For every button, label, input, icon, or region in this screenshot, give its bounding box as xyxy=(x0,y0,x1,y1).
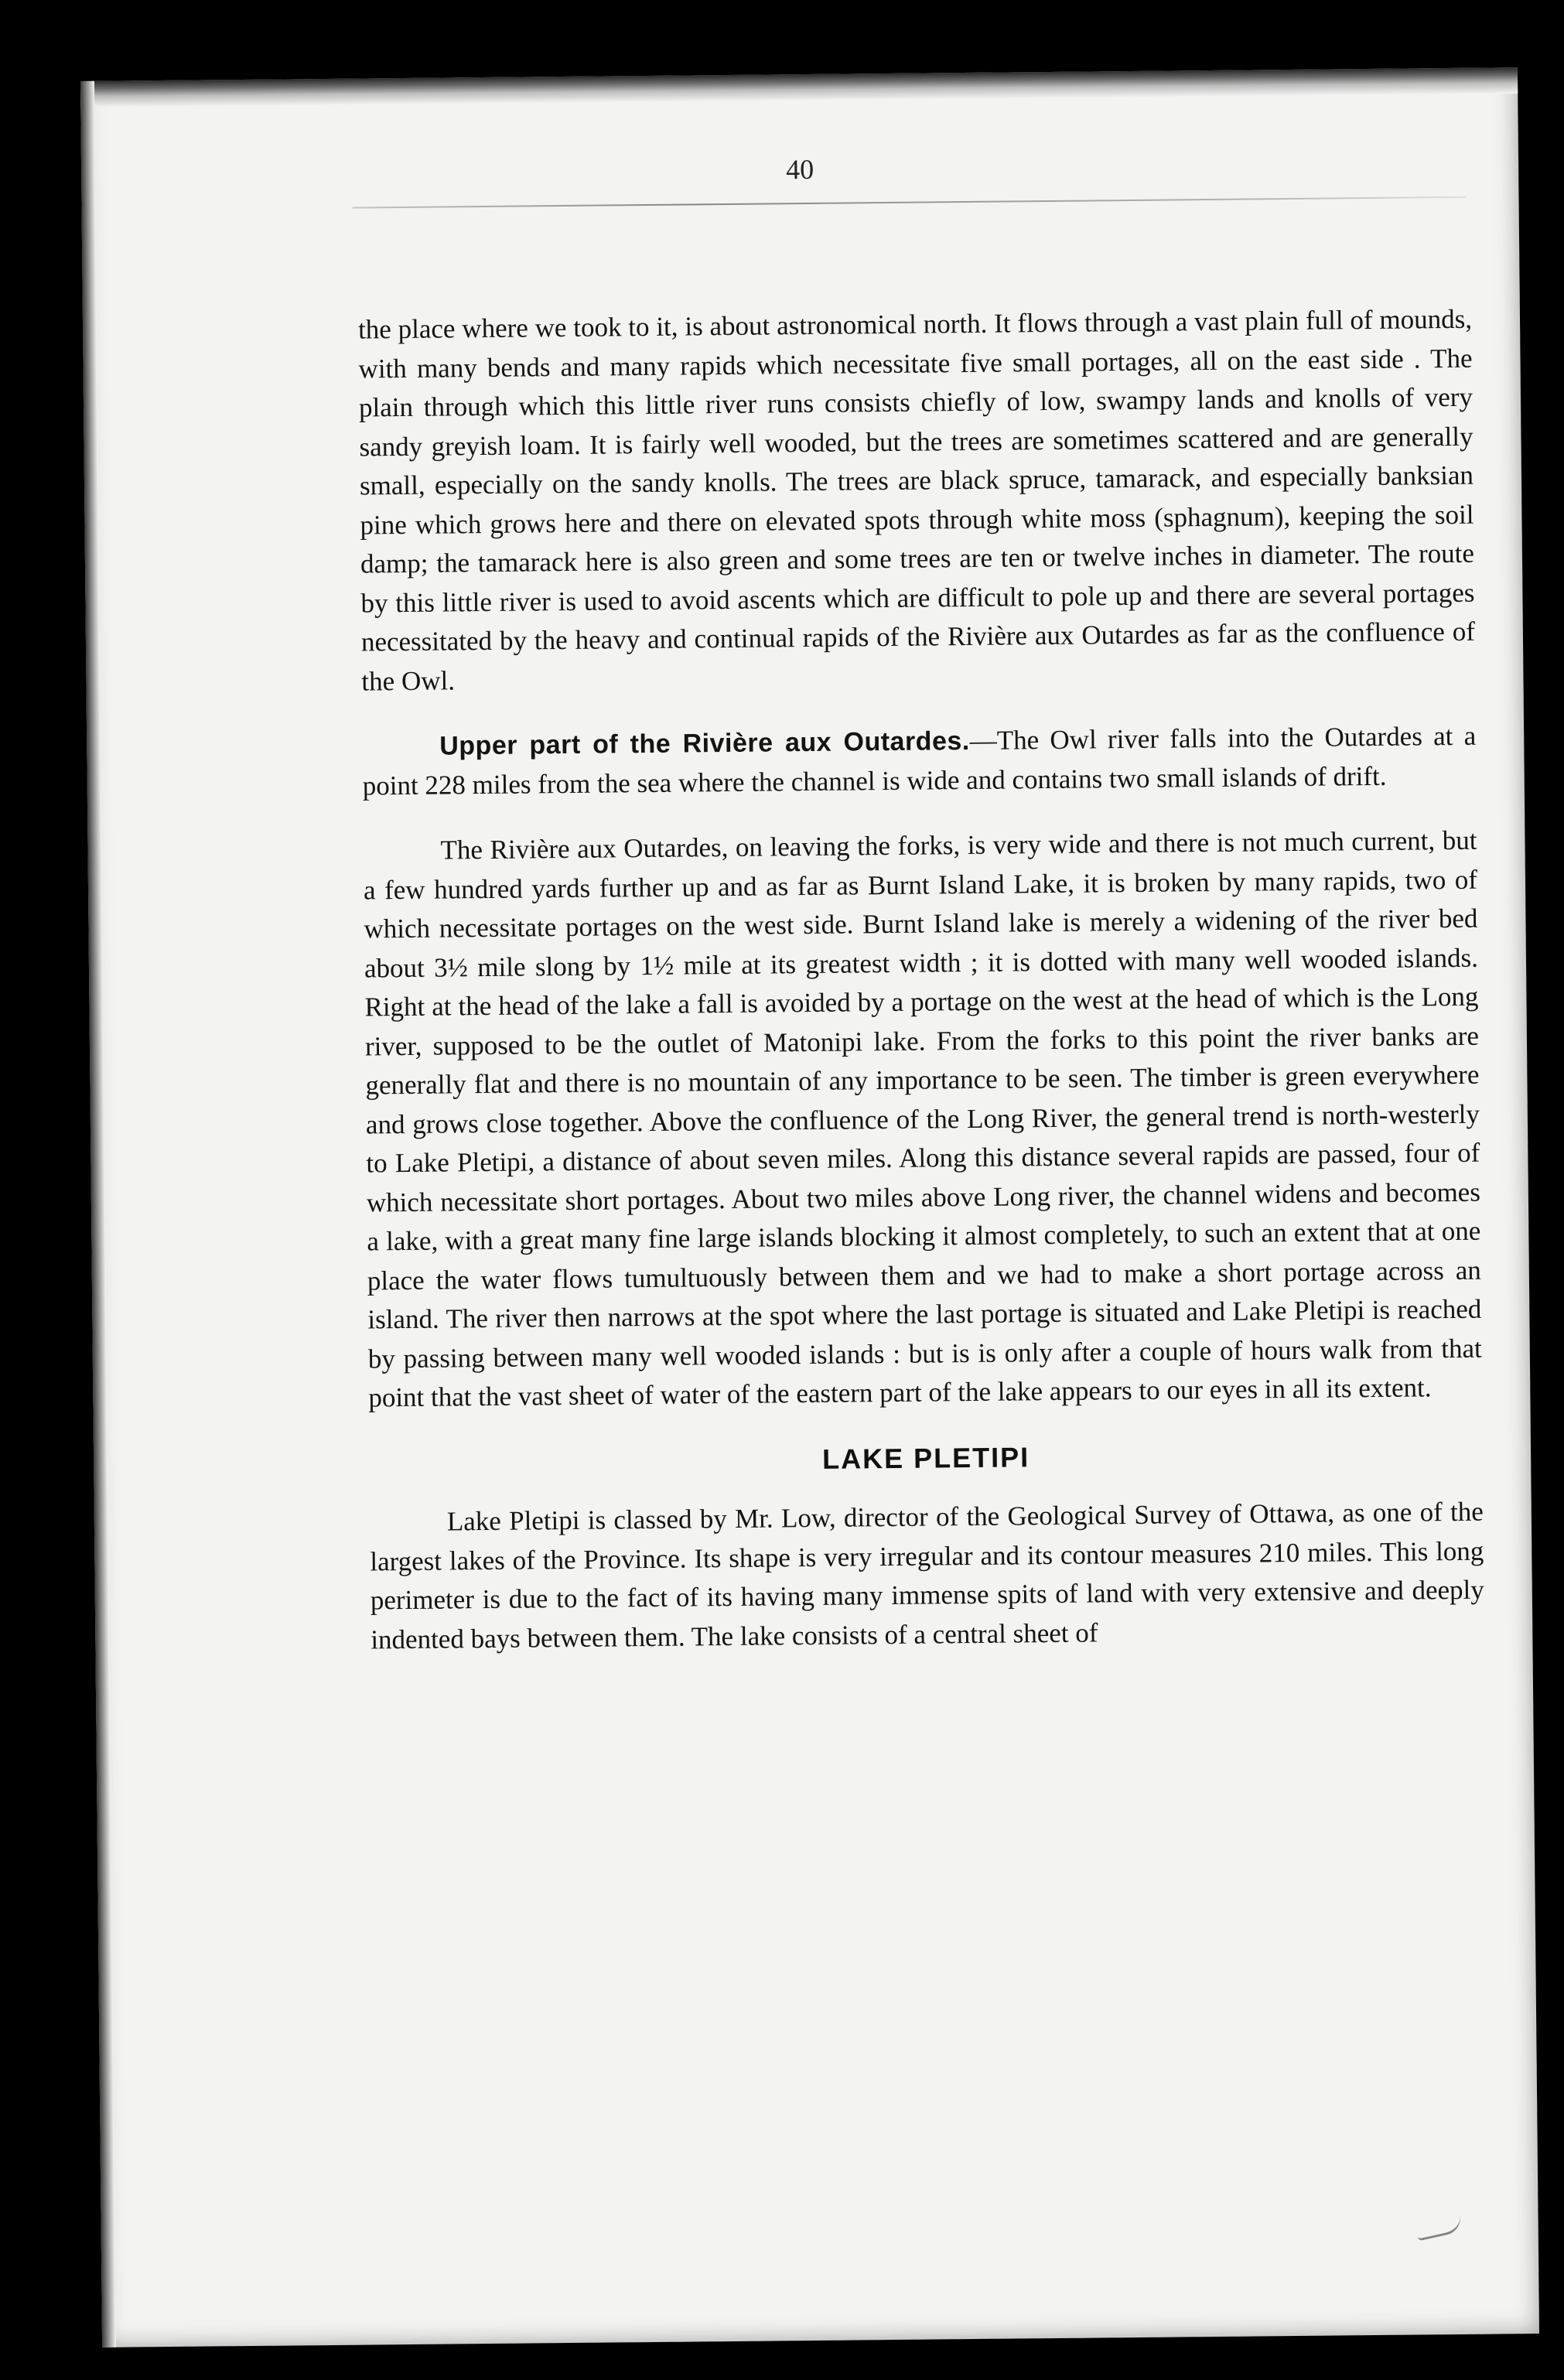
paragraph-owl-river: the place where we took to it, is about astronomical north. It flows through a vast plain full of mounds, with many bends and many rapids which necessitate five small portages, all on the east side . The plain through which this little river runs consists chiefly of low, swampy lands and knolls of very sandy greyish loam. It is fairly well wooded, but the trees are sometimes scattered and are generally small, especially on the sandy knolls. The trees are black spruce, tamarack, and especially banksian pine which grows here and there on elevated spots through white moss (sphagnum), keeping the soil damp; the tamarack here is also green and some trees are ten or twelve inches in diameter. The route by this little river is used to avoid ascents which are difficult to pole up and there are several portages necessitated by the heavy and continual rapids of the Rivière aux Outardes as far as the confluence of the Owl. xyxy=(357,303,1476,697)
header-rule xyxy=(353,196,1467,209)
pencil-mark xyxy=(1415,2214,1464,2241)
section-title-lake-pletipi: LAKE PLETIPI xyxy=(821,1440,1030,1475)
page-top-edge-shadow xyxy=(80,67,1518,108)
book-page xyxy=(80,67,1539,2348)
page-left-edge-shadow xyxy=(80,81,116,2348)
side-heading-upper-outardes: Upper part of the Rivière aux Outardes. xyxy=(439,726,970,761)
paragraph-upper-outardes-text: —The Owl river falls into the Outardes at a point 228 miles from the sea where the channel is wide and contains two small islands of drift. xyxy=(362,720,1477,801)
paragraph-burnt-island-lake: The Rivière aux Outardes, on leaving the forks, is very wide and there is not much current, but a few hundred yards further up and as far as Burnt Island Lake, it is broken by many rapids, two of which necessitate portages on the west side. Burnt Island lake is merely a widening of the river bed about 3½ mile slong by 1½ mile at its greatest width ; it is dotted with many well wooded islands. Right at the head of the lake a fall is avoided by a portage on the west at the head of which is the Long river, supposed to be the outlet of Matonipi lake. From the forks to this point the river banks are generally flat and there is no mountain of any importance to be seen. The timber is green everywhere and grows close together. Above the confluence of the Long River, the general trend is north-westerly to Lake Pletipi, a distance of about seven miles. Along this distance several rapids are passed, four of which necessitate short portages. About two miles above Long river, the channel widens and becomes a lake, with a great many fine large islands blocking it almost completely, to such an extent that at one place the water flows tumultuously between them and we had to make a short portage across an island. The river then narrows at the spot where the last portage is situated and Lake Pletipi is reached by passing between many well wooded islands : but is is only after a couple of hours walk from that point that the vast sheet of water of the eastern part of the lake appears to our eyes in all its extent. xyxy=(363,825,1482,1413)
page-number: 40 xyxy=(785,153,814,186)
paragraph-upper-outardes xyxy=(362,717,1477,806)
paragraph-lake-pletipi: Lake Pletipi is classed by Mr. Low, director of the Geological Survey of Ottawa, as one of the largest lakes of the Province. Its shape is very irregular and its contour measures 210 miles. This long perimeter is due to the fact of its having many immense spits of land with very extensive and deeply indented bays between them. The lake consists of a central sheet of xyxy=(370,1496,1484,1654)
page-body xyxy=(358,300,1485,1660)
